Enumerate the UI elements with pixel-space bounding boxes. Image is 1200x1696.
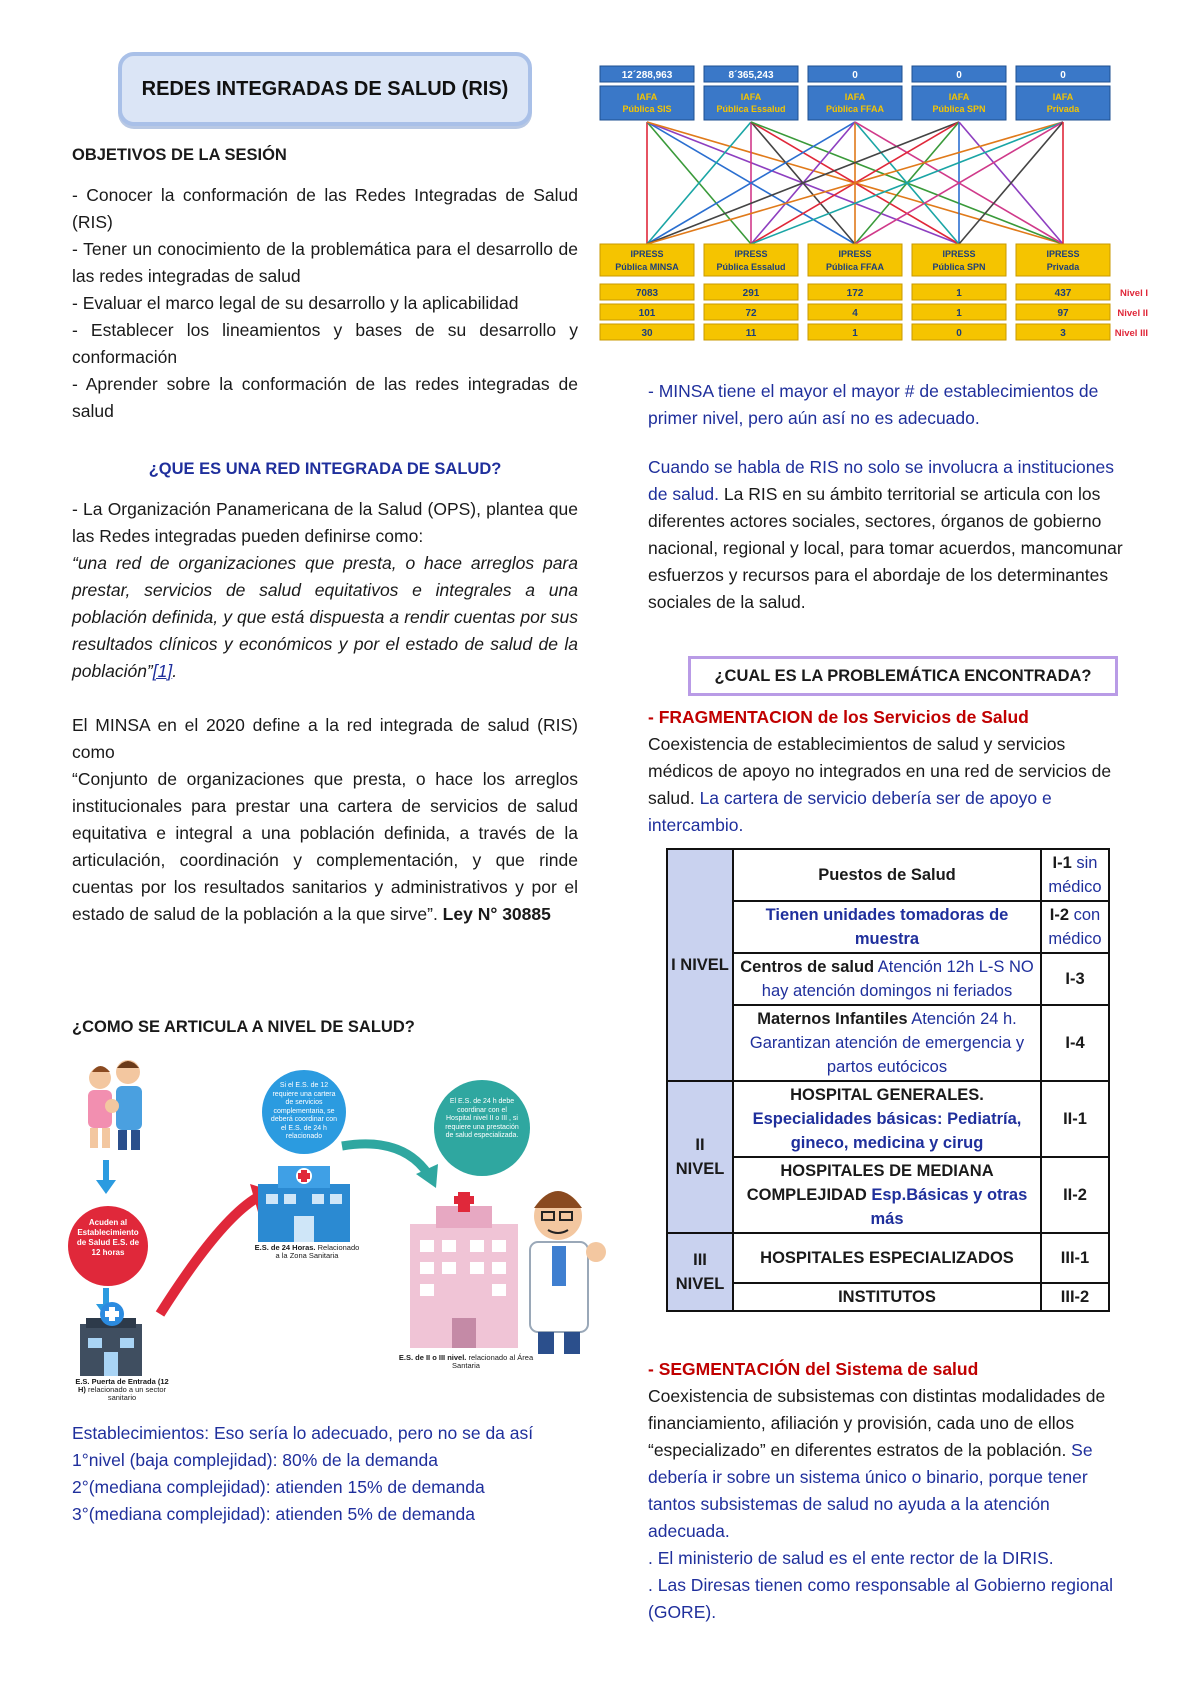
segmentacion-title: - SEGMENTACIÓN del Sistema de salud: [648, 1359, 979, 1379]
establecimientos-block: [72, 1420, 578, 1528]
label-es12: [72, 1378, 172, 1402]
ipress-label: IPRESS: [1046, 249, 1080, 259]
label-es24-sub: Relacionado a la Zona Sanitaria: [275, 1243, 360, 1260]
nivel-3-cell: III NIVEL: [667, 1233, 733, 1311]
centros-desc: Atención 12h L-S NO hay atención domingos ni feriados: [761, 958, 1034, 1000]
ipress-type: Pública MINSA: [615, 262, 679, 272]
segmentacion-block: [648, 1356, 1132, 1626]
iafa-label: IAFA: [948, 92, 970, 102]
i1-cell: [1041, 849, 1109, 901]
i2-code: I-2: [1049, 906, 1070, 924]
iafa-label: IAFA: [1052, 92, 1074, 102]
ris-black-text: La RIS en su ámbito territorial se articula con los diferentes actores sociales, sectores, órganos de gobierno nacional, regional y local, para tomar acuerdos, mancomunar esfuerzos y recursos para el abordaje de los determinantes sociales de la salud.: [648, 484, 1123, 612]
iafa-type: Pública SPN: [932, 104, 986, 114]
ops-quote: [72, 550, 578, 685]
maternos-cell: [733, 1005, 1041, 1081]
iafa-count: 0: [956, 70, 962, 81]
ley-ref: Ley N° 30885: [437, 904, 551, 924]
iafa-type: Pública SIS: [622, 104, 672, 114]
minsa-intro: El MINSA en el 2020 define a la red integrada de salud (RIS) como: [72, 715, 578, 762]
segmentacion-bullet-1: . El ministerio de salud es el ente rector de la DIRIS.: [648, 1548, 1054, 1568]
level-label: Nivel I: [1120, 288, 1148, 299]
minsa-note-block: [648, 378, 1132, 616]
minsa-note: - MINSA tiene el mayor el mayor # de establecimientos de primer nivel, pero aún así no es adecuado.: [648, 381, 1099, 428]
table-row: [667, 1081, 1109, 1157]
ipress-count: 97: [1057, 308, 1069, 319]
table-row: [667, 953, 1109, 1005]
ipress-count: 437: [1054, 288, 1072, 299]
objetivo-item: - Establecer los lineamientos y bases de su desarrollo y conformación: [72, 320, 578, 367]
i2-desc: con médico: [1048, 906, 1102, 948]
label-es-hosp-title: E.S. de II o III nivel.: [398, 1353, 467, 1362]
spacer: [648, 432, 1132, 454]
doctor-icon: [530, 1191, 606, 1354]
nivel-3-demand: 3°(mediana complejidad): atienden 5% de demanda: [72, 1504, 475, 1524]
nivel-2-demand: 2°(mediana complejidad): atienden 15% de demanda: [72, 1477, 485, 1497]
centros-title: Centros de salud: [740, 958, 875, 976]
hg-desc: Especialidades básicas: Pediatría, gineco, medicina y cirug: [752, 1110, 1022, 1152]
i3-cell: I-3: [1041, 953, 1109, 1005]
ipress-count: 291: [742, 288, 760, 299]
objetivo-item: - Tener un conocimiento de la problemática para el desarrollo de las redes integradas de salud: [72, 239, 578, 286]
ii2-cell: II-2: [1041, 1157, 1109, 1233]
iafa-count: 8´365,243: [728, 70, 774, 81]
ops-quote-text: “una red de organizaciones que presta, o hace arreglos para prestar, servicios de salud equitativos e integrales a una población definida, y que está dispuesta a rendir cuentas por sus resultados clínicos y económicos y por el estado de salud de la población”: [72, 553, 578, 681]
hm-cell: [733, 1157, 1041, 1233]
objetivos-heading: OBJETIVOS DE LA SESIÓN: [72, 146, 287, 164]
iafa-type: Privada: [1046, 104, 1080, 114]
segmentacion-text: [648, 1383, 1132, 1545]
ipress-count: 1: [852, 328, 858, 339]
fragmentacion-text: [648, 731, 1132, 839]
nivel-1-cell: I NIVEL: [667, 849, 733, 1081]
maternos-title: Maternos Infantiles: [757, 1010, 908, 1028]
ipress-type: Pública Essalud: [716, 262, 786, 272]
bubble-hospital-text: El E.S. de 24 h debe coordinar con el Hospital nivel II o III , si requiere una prestación de salud especializada.: [445, 1098, 519, 1139]
table-row: [667, 849, 1109, 901]
hm-desc: Esp.Básicas y otras más: [866, 1186, 1028, 1228]
ops-ref-link[interactable]: [1]: [152, 661, 173, 681]
network-diagram: [600, 66, 1160, 386]
hospital-icon: [410, 1192, 518, 1348]
ris-paragraph: [648, 454, 1132, 616]
i4-cell: I-4: [1041, 1005, 1109, 1081]
minsa-quote: [72, 766, 578, 928]
iafa-label: IAFA: [636, 92, 658, 102]
fragmentacion-blue: La cartera de servicio debería ser de apoyo e intercambio.: [648, 788, 1052, 835]
establecimientos-intro: Establecimientos: Eso sería lo adecuado, pero no se da así: [72, 1423, 534, 1443]
centros-cell: [733, 953, 1041, 1005]
minsa-quote-text: “Conjunto de organizaciones que presta, o hace los arreglos institucionales para prestar una cartera de servicios de salud equitativa e integral a una población definida, a través de la articulación, coordinación y complementación, y que rinde cuentas por los resultados sanitarios y administrativos y por el estado de salud de la población a la que sirve”.: [72, 769, 578, 924]
table-row: [667, 1005, 1109, 1081]
bubble-12h-text: Acuden al Establecimiento de Salud E.S. de 12 horas: [76, 1218, 140, 1257]
page-title: REDES INTEGRADAS DE SALUD (RIS): [141, 78, 509, 100]
network-svg: [600, 66, 1160, 386]
hm-title: HOSPITALES DE MEDIANA COMPLEJIDAD: [746, 1162, 994, 1204]
ipress-count: 172: [846, 288, 864, 299]
fragmentacion-title: - FRAGMENTACION de los Servicios de Salud: [648, 707, 1029, 727]
objetivos-list: [72, 182, 578, 425]
health-post-icon: [80, 1302, 142, 1376]
table-row: [667, 1233, 1109, 1283]
spacer: [72, 685, 578, 712]
ipress-count: 30: [641, 328, 653, 339]
ipress-type: Pública SPN: [932, 262, 986, 272]
label-es12-sub: relacionado a un sector sanitario: [88, 1385, 166, 1402]
i1-code: I-1: [1052, 854, 1072, 872]
ipress-count: 1: [956, 288, 962, 299]
ops-intro: - La Organización Panamericana de la Salud (OPS), plantea que las Redes integradas pueden definirse como:: [72, 499, 578, 546]
articulation-svg: [72, 1056, 632, 1402]
es24-building-icon: [258, 1166, 350, 1242]
ipress-count: 1: [956, 308, 962, 319]
iafa-count: 0: [852, 70, 858, 81]
objetivo-item: - Evaluar el marco legal de su desarrollo y la aplicabilidad: [72, 293, 519, 313]
fragmentacion-black: Coexistencia de establecimientos de salud y servicios médicos de apoyo no integrados en una red de servicios de salud.: [648, 734, 1112, 808]
problematica-heading: ¿CUAL ES LA PROBLEMÁTICA ENCONTRADA?: [688, 656, 1118, 696]
level-label: Nivel III: [1114, 328, 1148, 339]
ipress-label: IPRESS: [942, 249, 976, 259]
ipress-count: 72: [745, 308, 757, 319]
ii1-cell: II-1: [1041, 1081, 1109, 1157]
iafa-label: IAFA: [740, 92, 762, 102]
iii2-cell: III-2: [1041, 1283, 1109, 1311]
iafa-type: Pública Essalud: [716, 104, 786, 114]
level-label: Nivel II: [1117, 308, 1148, 319]
ipress-count: 7083: [635, 288, 659, 299]
iafa-type: Pública FFAA: [825, 104, 885, 114]
bubble-24h-text: Si el E.S. de 12 requiere una cartera de servicios complementaria, se deberá coordinar con el E.S. de 24 h relacionado: [270, 1082, 338, 1140]
ipress-count: 101: [638, 308, 656, 319]
articula-heading: ¿COMO SE ARTICULA A NIVEL DE SALUD?: [72, 1018, 415, 1036]
i1-desc: sin médico: [1048, 854, 1102, 896]
nivel-2-cell: II NIVEL: [667, 1081, 733, 1233]
segmentacion-black: Coexistencia de subsistemas con distintas modalidades de financiamiento, afiliación y provisión, cada uno de ellos “especializado” en diferentes estratos de la población.: [648, 1386, 1106, 1460]
que-es-body: [72, 496, 578, 928]
objetivo-item: - Aprender sobre la conformación de las redes integradas de salud: [72, 374, 578, 421]
tienen-cell: Tienen unidades tomadoras de muestra: [733, 901, 1041, 953]
label-es12-title: E.S. Puerta de Entrada (12 H): [75, 1377, 169, 1394]
family-icon: [88, 1060, 142, 1150]
levels-table: [666, 848, 1110, 1312]
que-es-heading: ¿QUE ES UNA RED INTEGRADA DE SALUD?: [148, 460, 502, 478]
ipress-type: Privada: [1046, 262, 1080, 272]
segmentacion-bullet-2: . Las Diresas tienen como responsable al Gobierno regional (GORE).: [648, 1575, 1113, 1622]
label-es24-title: E.S. de 24 Horas.: [254, 1243, 316, 1252]
ipress-count: 4: [852, 308, 858, 319]
ipress-label: IPRESS: [734, 249, 768, 259]
ipress-label: IPRESS: [838, 249, 872, 259]
ipress-count: 11: [745, 328, 757, 339]
ipress-label: IPRESS: [630, 249, 664, 259]
title-box: [118, 52, 532, 126]
objetivo-item: - Conocer la conformación de las Redes Integradas de Salud (RIS): [72, 185, 578, 232]
iafa-count: 12´288,963: [621, 70, 673, 81]
ris-blue-text: Cuando se habla de RIS no solo se involucra a instituciones de salud.: [648, 457, 1114, 504]
label-es-hosp: [398, 1354, 534, 1370]
puestos-cell: Puestos de Salud: [733, 849, 1041, 901]
table-row: [667, 1283, 1109, 1311]
table-row: [667, 1157, 1109, 1233]
hg-title: HOSPITAL GENERALES.: [790, 1086, 984, 1104]
he-cell: HOSPITALES ESPECIALIZADOS: [733, 1233, 1041, 1283]
label-es24: [252, 1244, 362, 1260]
iafa-label: IAFA: [844, 92, 866, 102]
inst-cell: INSTITUTOS: [733, 1283, 1041, 1311]
table-row: [667, 901, 1109, 953]
ipress-count: 3: [1060, 328, 1066, 339]
iii1-cell: III-1: [1041, 1233, 1109, 1283]
segmentacion-blue: Se debería ir sobre un sistema único o binario, porque tener tantos subsistemas de salud no ayuda a la atención adecuada.: [648, 1440, 1093, 1541]
i2-cell: [1041, 901, 1109, 953]
ipress-type: Pública FFAA: [825, 262, 885, 272]
nivel-1-demand: 1°nivel (baja complejidad): 80% de la demanda: [72, 1450, 438, 1470]
ops-end: .: [172, 661, 178, 681]
maternos-desc: Atención 24 h. Garantizan atención de emergencia y partos eutócicos: [749, 1010, 1025, 1076]
articulation-diagram: [72, 1056, 632, 1402]
iafa-count: 0: [1060, 70, 1066, 81]
label-es-hosp-sub: relacionado al Área Santaria: [452, 1353, 534, 1370]
hg-cell: [733, 1081, 1041, 1157]
fragmentacion-block: [648, 704, 1132, 839]
ipress-count: 0: [956, 328, 962, 339]
